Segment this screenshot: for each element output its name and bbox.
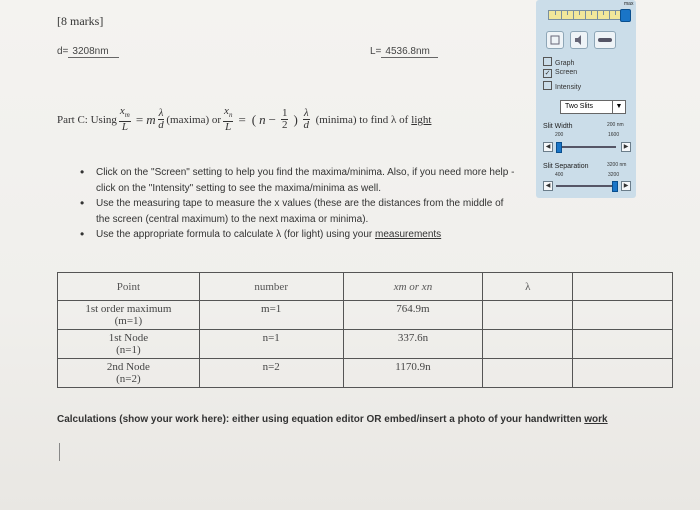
d-label: d= xyxy=(57,46,69,57)
cell-point: 1st Node (n=1) xyxy=(58,330,200,359)
cell-extra[interactable] xyxy=(573,359,673,388)
l-given xyxy=(370,46,438,58)
ruler-tick xyxy=(615,11,616,15)
bullet-2: • Use the measuring tape to measure the x values (these are the distances from the middle of the screen (central maximum) to the next maxima or minima). xyxy=(80,196,516,227)
cell-point: 1st order maximum (m=1) xyxy=(58,301,200,330)
screen-label: Screen xyxy=(555,69,578,76)
calculations-prompt xyxy=(57,414,608,425)
ruler-tick xyxy=(585,11,586,19)
cell-lambda[interactable] xyxy=(483,359,573,388)
light-link[interactable]: light xyxy=(411,113,432,126)
source-dropdown-value: Two Slits xyxy=(565,103,594,110)
measuring-tape[interactable] xyxy=(548,10,624,20)
cell-number[interactable]: n=2 xyxy=(199,359,343,388)
results-table xyxy=(57,272,673,388)
cell-number[interactable]: n=1 xyxy=(199,330,343,359)
slit-separation-max: 3200 xyxy=(608,172,620,178)
table-row xyxy=(58,301,673,330)
slit-separation-slider-track[interactable] xyxy=(556,185,616,187)
cell-x[interactable]: 764.9m xyxy=(343,301,483,330)
slit-width-slider-track[interactable] xyxy=(556,146,616,148)
chevron-down-icon: ▼ xyxy=(612,101,625,113)
ruler-tick xyxy=(597,11,598,19)
half-fraction: $\frac{1}{2}$ xyxy=(281,107,288,132)
laser-icon[interactable] xyxy=(594,31,616,49)
bullet-1: • Click on the "Screen" setting to help you find the maxima/minima. Also, if you need more help - click on the "Intensity" setting to see the maxima/minima as well. xyxy=(80,165,516,196)
ruler-tick xyxy=(573,11,574,19)
cell-extra[interactable] xyxy=(573,330,673,359)
table-row xyxy=(58,330,673,359)
intensity-checkbox[interactable] xyxy=(543,81,581,91)
ruler-tick xyxy=(561,11,562,19)
intensity-label: Intensity xyxy=(555,84,582,91)
ruler-tick xyxy=(591,11,592,15)
slit-width-decrease-button[interactable]: ◀ xyxy=(543,142,553,152)
slit-width-value: 200 nm xyxy=(607,122,624,128)
graph-label: Graph xyxy=(555,60,575,67)
slit-separation-decrease-button[interactable]: ◀ xyxy=(543,181,553,191)
minima-text: (minima) to find λ of xyxy=(315,113,409,126)
slit-width-slider-knob[interactable] xyxy=(556,142,562,153)
d-given xyxy=(57,46,119,58)
cell-extra[interactable] xyxy=(573,301,673,330)
header-x: xm or xn xyxy=(343,273,483,301)
part-c-prefix: Part C: Using xyxy=(57,113,117,126)
table-row xyxy=(58,359,673,388)
slit-separation-label: Slit Separation xyxy=(543,163,589,170)
cell-number[interactable]: m=1 xyxy=(199,301,343,330)
calculations-text: Calculations (show your work here): either using equation editor OR embed/insert a photo of your handwritten xyxy=(57,414,582,425)
header-number: number xyxy=(199,273,343,301)
header-lambda: λ xyxy=(483,273,573,301)
header-point: Point xyxy=(58,273,200,301)
cell-point: 2nd Node (n=2) xyxy=(58,359,200,388)
ruler-tick xyxy=(567,11,568,15)
slit-width-label: Slit Width xyxy=(543,123,573,130)
ruler-tick xyxy=(603,11,604,15)
sound-icon[interactable] xyxy=(570,31,588,49)
slit-separation-min: 400 xyxy=(555,172,564,178)
ruler-tick xyxy=(579,11,580,15)
work-link[interactable]: work xyxy=(584,414,608,425)
part-c-instruction: Part C: Using $\frac{x_m}{L}$ = m $\frac{\lambda}{d}$ (maxima) or $\frac{x_n}{L}$ = ( n − $\frac{1}{2}$ ) $\frac{\lambda}{d}$ (minima) to find λ of light xyxy=(57,105,432,134)
xm-over-L: $\frac{x_m}{L}$ xyxy=(119,105,130,134)
bullet-3 xyxy=(80,227,516,243)
cell-lambda[interactable] xyxy=(483,301,573,330)
slit-separation-slider-knob[interactable] xyxy=(612,181,618,192)
table-header-row xyxy=(58,273,673,301)
ruler-max-label: max xyxy=(624,1,634,7)
l-label: L= xyxy=(370,46,382,57)
ruler-tool-icon[interactable] xyxy=(546,31,564,49)
cell-x[interactable]: 1170.9n xyxy=(343,359,483,388)
slit-separation-increase-button[interactable]: ▶ xyxy=(621,181,631,191)
screen-checkbox[interactable] xyxy=(543,69,577,78)
graph-checkbox[interactable] xyxy=(543,57,574,67)
cell-lambda[interactable] xyxy=(483,330,573,359)
checkmark-icon: ✓ xyxy=(544,70,551,77)
xn-over-L: $\frac{x_n}{L}$ xyxy=(224,105,233,134)
maxima-text: (maxima) or xyxy=(166,113,222,126)
lambda-over-d-2: $\frac{\lambda}{d}$ xyxy=(303,107,309,132)
bullet-3-text: Use the appropriate formula to calculate λ (for light) using your xyxy=(96,229,373,240)
measurements-link[interactable]: measurements xyxy=(375,229,442,240)
cell-x[interactable]: 337.6n xyxy=(343,330,483,359)
source-dropdown[interactable] xyxy=(560,100,626,114)
d-value: 3208nm xyxy=(68,46,118,58)
slit-width-min: 200 xyxy=(555,132,564,138)
lambda-over-d: $\frac{\lambda}{d}$ xyxy=(158,107,164,132)
slit-width-increase-button[interactable]: ▶ xyxy=(621,142,631,152)
l-value: 4536.8nm xyxy=(381,46,437,58)
slit-separation-value: 3200 nm xyxy=(607,162,627,168)
ruler-tick xyxy=(609,11,610,19)
marks-label: [8 marks] xyxy=(57,14,104,28)
header-blank xyxy=(573,273,673,301)
text-cursor xyxy=(59,443,60,461)
ruler-handle[interactable] xyxy=(620,9,631,22)
ruler-tick xyxy=(555,11,556,15)
slit-width-max: 1600 xyxy=(608,132,620,138)
instruction-list xyxy=(80,165,516,243)
